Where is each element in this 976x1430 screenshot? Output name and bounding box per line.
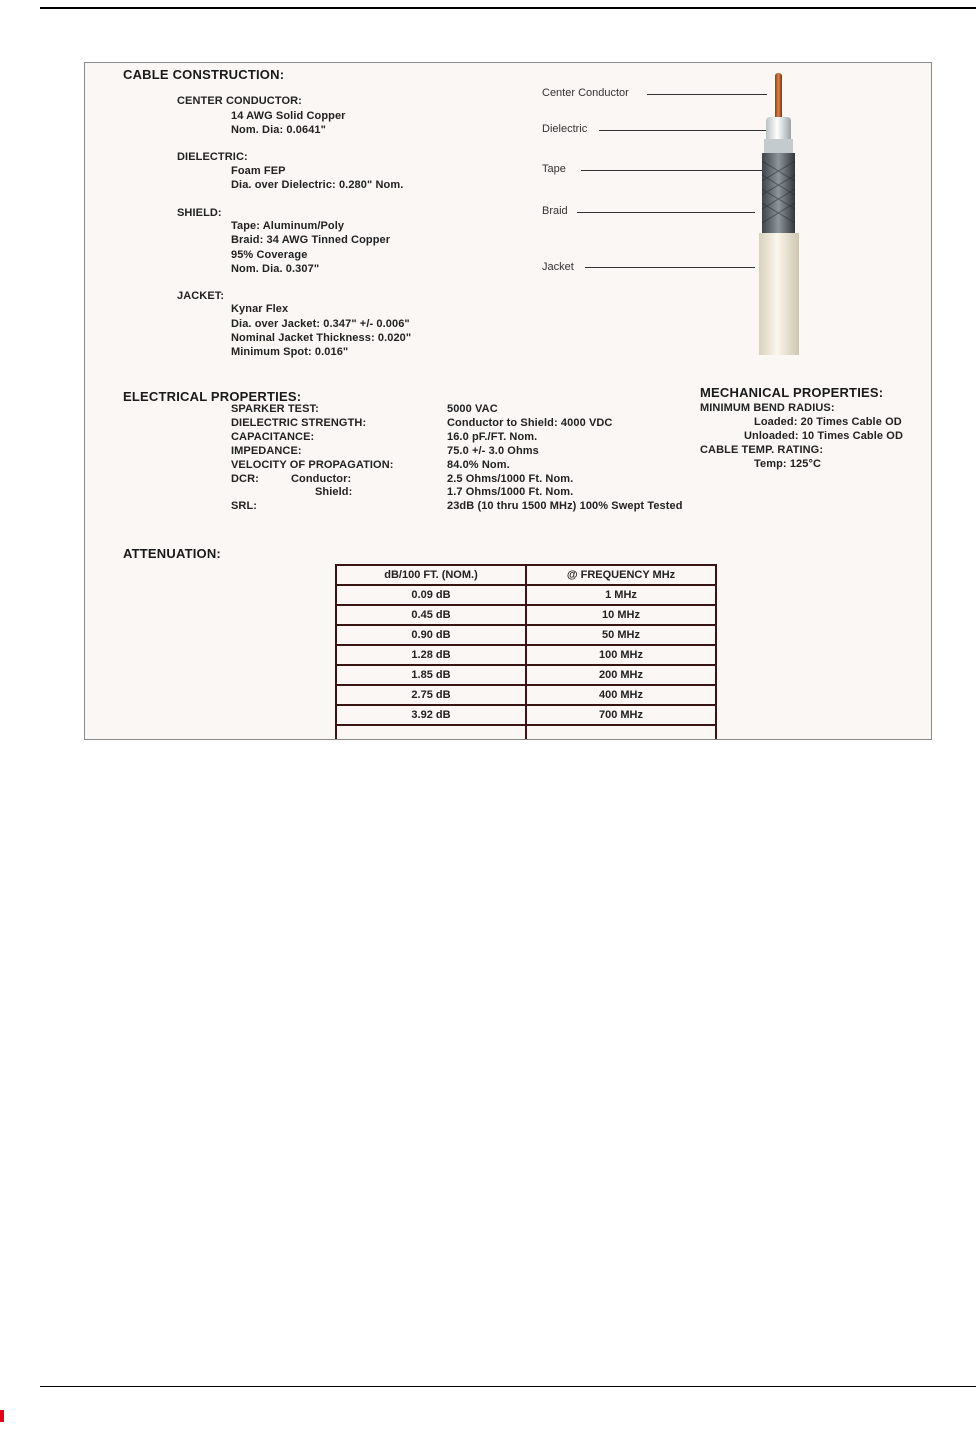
- jacket-label: JACKET:: [177, 290, 225, 302]
- table-cell: 1 MHz: [526, 585, 716, 605]
- table-cell: 100 MHz: [526, 645, 716, 665]
- electrical-sublabel: Conductor:: [291, 473, 352, 485]
- dielectric-label: DIELECTRIC:: [177, 151, 248, 163]
- table-cell: 2.75 dB: [336, 685, 526, 705]
- coax-cable-illustration: [745, 69, 825, 359]
- column-header: dB/100 FT. (NOM.): [336, 565, 526, 585]
- table-cell: 0.45 dB: [336, 605, 526, 625]
- electrical-value: 5000 VAC: [447, 403, 498, 415]
- callout-line: [585, 267, 755, 268]
- electrical-label: SRL:: [231, 500, 258, 512]
- dielectric-line: Foam FEP: [231, 165, 286, 177]
- jacket-line: Kynar Flex: [231, 303, 289, 315]
- table-row: [336, 685, 716, 705]
- mechanical-line: MINIMUM BEND RADIUS:: [700, 402, 835, 414]
- electrical-value: 2.5 Ohms/1000 Ft. Nom.: [447, 473, 574, 485]
- column-header: @ FREQUENCY MHz: [526, 565, 716, 585]
- diagram-label-center-conductor: Center Conductor: [542, 87, 629, 99]
- table-cell: 1.28 dB: [336, 645, 526, 665]
- center-conductor-line: 14 AWG Solid Copper: [231, 110, 346, 122]
- table-cell: [336, 725, 526, 740]
- diagram-label-braid: Braid: [542, 205, 568, 217]
- electrical-value: 75.0 +/- 3.0 Ohms: [447, 445, 539, 457]
- table-row: [336, 705, 716, 725]
- electrical-value: 1.7 Ohms/1000 Ft. Nom.: [447, 486, 574, 498]
- jacket-line: Dia. over Jacket: 0.347" +/- 0.006": [231, 318, 410, 330]
- electrical-sublabel: Shield:: [315, 486, 353, 498]
- cable-construction-heading: CABLE CONSTRUCTION:: [123, 67, 285, 82]
- cable-spec-sheet: [84, 62, 932, 740]
- electrical-value: Conductor to Shield: 4000 VDC: [447, 417, 613, 429]
- table-row: [336, 625, 716, 645]
- table-header-row: [336, 565, 716, 585]
- table-row: [336, 645, 716, 665]
- electrical-value: 84.0% Nom.: [447, 459, 510, 471]
- jacket-line: Minimum Spot: 0.016": [231, 346, 349, 358]
- electrical-label: DCR:: [231, 473, 259, 485]
- electrical-label: VELOCITY OF PROPAGATION:: [231, 459, 394, 471]
- mechanical-line: Loaded: 20 Times Cable OD: [754, 416, 902, 428]
- table-cell: 3.92 dB: [336, 705, 526, 725]
- mechanical-line: CABLE TEMP. RATING:: [700, 444, 824, 456]
- table-row: [336, 605, 716, 625]
- table-cell: 400 MHz: [526, 685, 716, 705]
- center-conductor-line: Nom. Dia: 0.0641": [231, 124, 326, 136]
- brand-mark: [0, 1410, 4, 1422]
- electrical-label: DIELECTRIC STRENGTH:: [231, 417, 367, 429]
- attenuation-heading: ATTENUATION:: [123, 546, 221, 561]
- diagram-label-dielectric: Dielectric: [542, 123, 588, 135]
- table-cell: 200 MHz: [526, 665, 716, 685]
- callout-line: [581, 170, 767, 171]
- table-cell: 0.90 dB: [336, 625, 526, 645]
- electrical-value: 23dB (10 thru 1500 MHz) 100% Swept Tested: [447, 500, 683, 512]
- electrical-value: 16.0 pF./FT. Nom.: [447, 431, 538, 443]
- table-row-cut: [336, 725, 716, 740]
- mechanical-line: Temp: 125°C: [754, 458, 822, 470]
- attenuation-table: [335, 564, 717, 740]
- table-row: [336, 585, 716, 605]
- table-cell: [526, 725, 716, 740]
- callout-line: [599, 130, 767, 131]
- electrical-label: IMPEDANCE:: [231, 445, 302, 457]
- jacket-line: Nominal Jacket Thickness: 0.020": [231, 332, 412, 344]
- shield-line: Nom. Dia. 0.307": [231, 263, 320, 275]
- diagram-label-jacket: Jacket: [542, 261, 574, 273]
- electrical-label: CAPACITANCE:: [231, 431, 315, 443]
- mechanical-heading: MECHANICAL PROPERTIES:: [700, 385, 884, 400]
- dielectric-line: Dia. over Dielectric: 0.280" Nom.: [231, 179, 404, 191]
- bottom-rule: [40, 1386, 976, 1387]
- diagram-label-tape: Tape: [542, 163, 566, 175]
- shield-line: 95% Coverage: [231, 249, 308, 261]
- callout-line: [577, 212, 755, 213]
- shield-line: Braid: 34 AWG Tinned Copper: [231, 234, 391, 246]
- table-cell: 50 MHz: [526, 625, 716, 645]
- top-rule: [40, 7, 976, 9]
- table-cell: 10 MHz: [526, 605, 716, 625]
- mechanical-line: Unloaded: 10 Times Cable OD: [744, 430, 903, 442]
- shield-line: Tape: Aluminum/Poly: [231, 220, 345, 232]
- table-cell: 1.85 dB: [336, 665, 526, 685]
- shield-label: SHIELD:: [177, 207, 222, 219]
- table-cell: 700 MHz: [526, 705, 716, 725]
- electrical-heading: ELECTRICAL PROPERTIES:: [123, 389, 302, 404]
- table-row: [336, 665, 716, 685]
- center-conductor-label: CENTER CONDUCTOR:: [177, 95, 302, 107]
- electrical-label: SPARKER TEST:: [231, 403, 319, 415]
- table-cell: 0.09 dB: [336, 585, 526, 605]
